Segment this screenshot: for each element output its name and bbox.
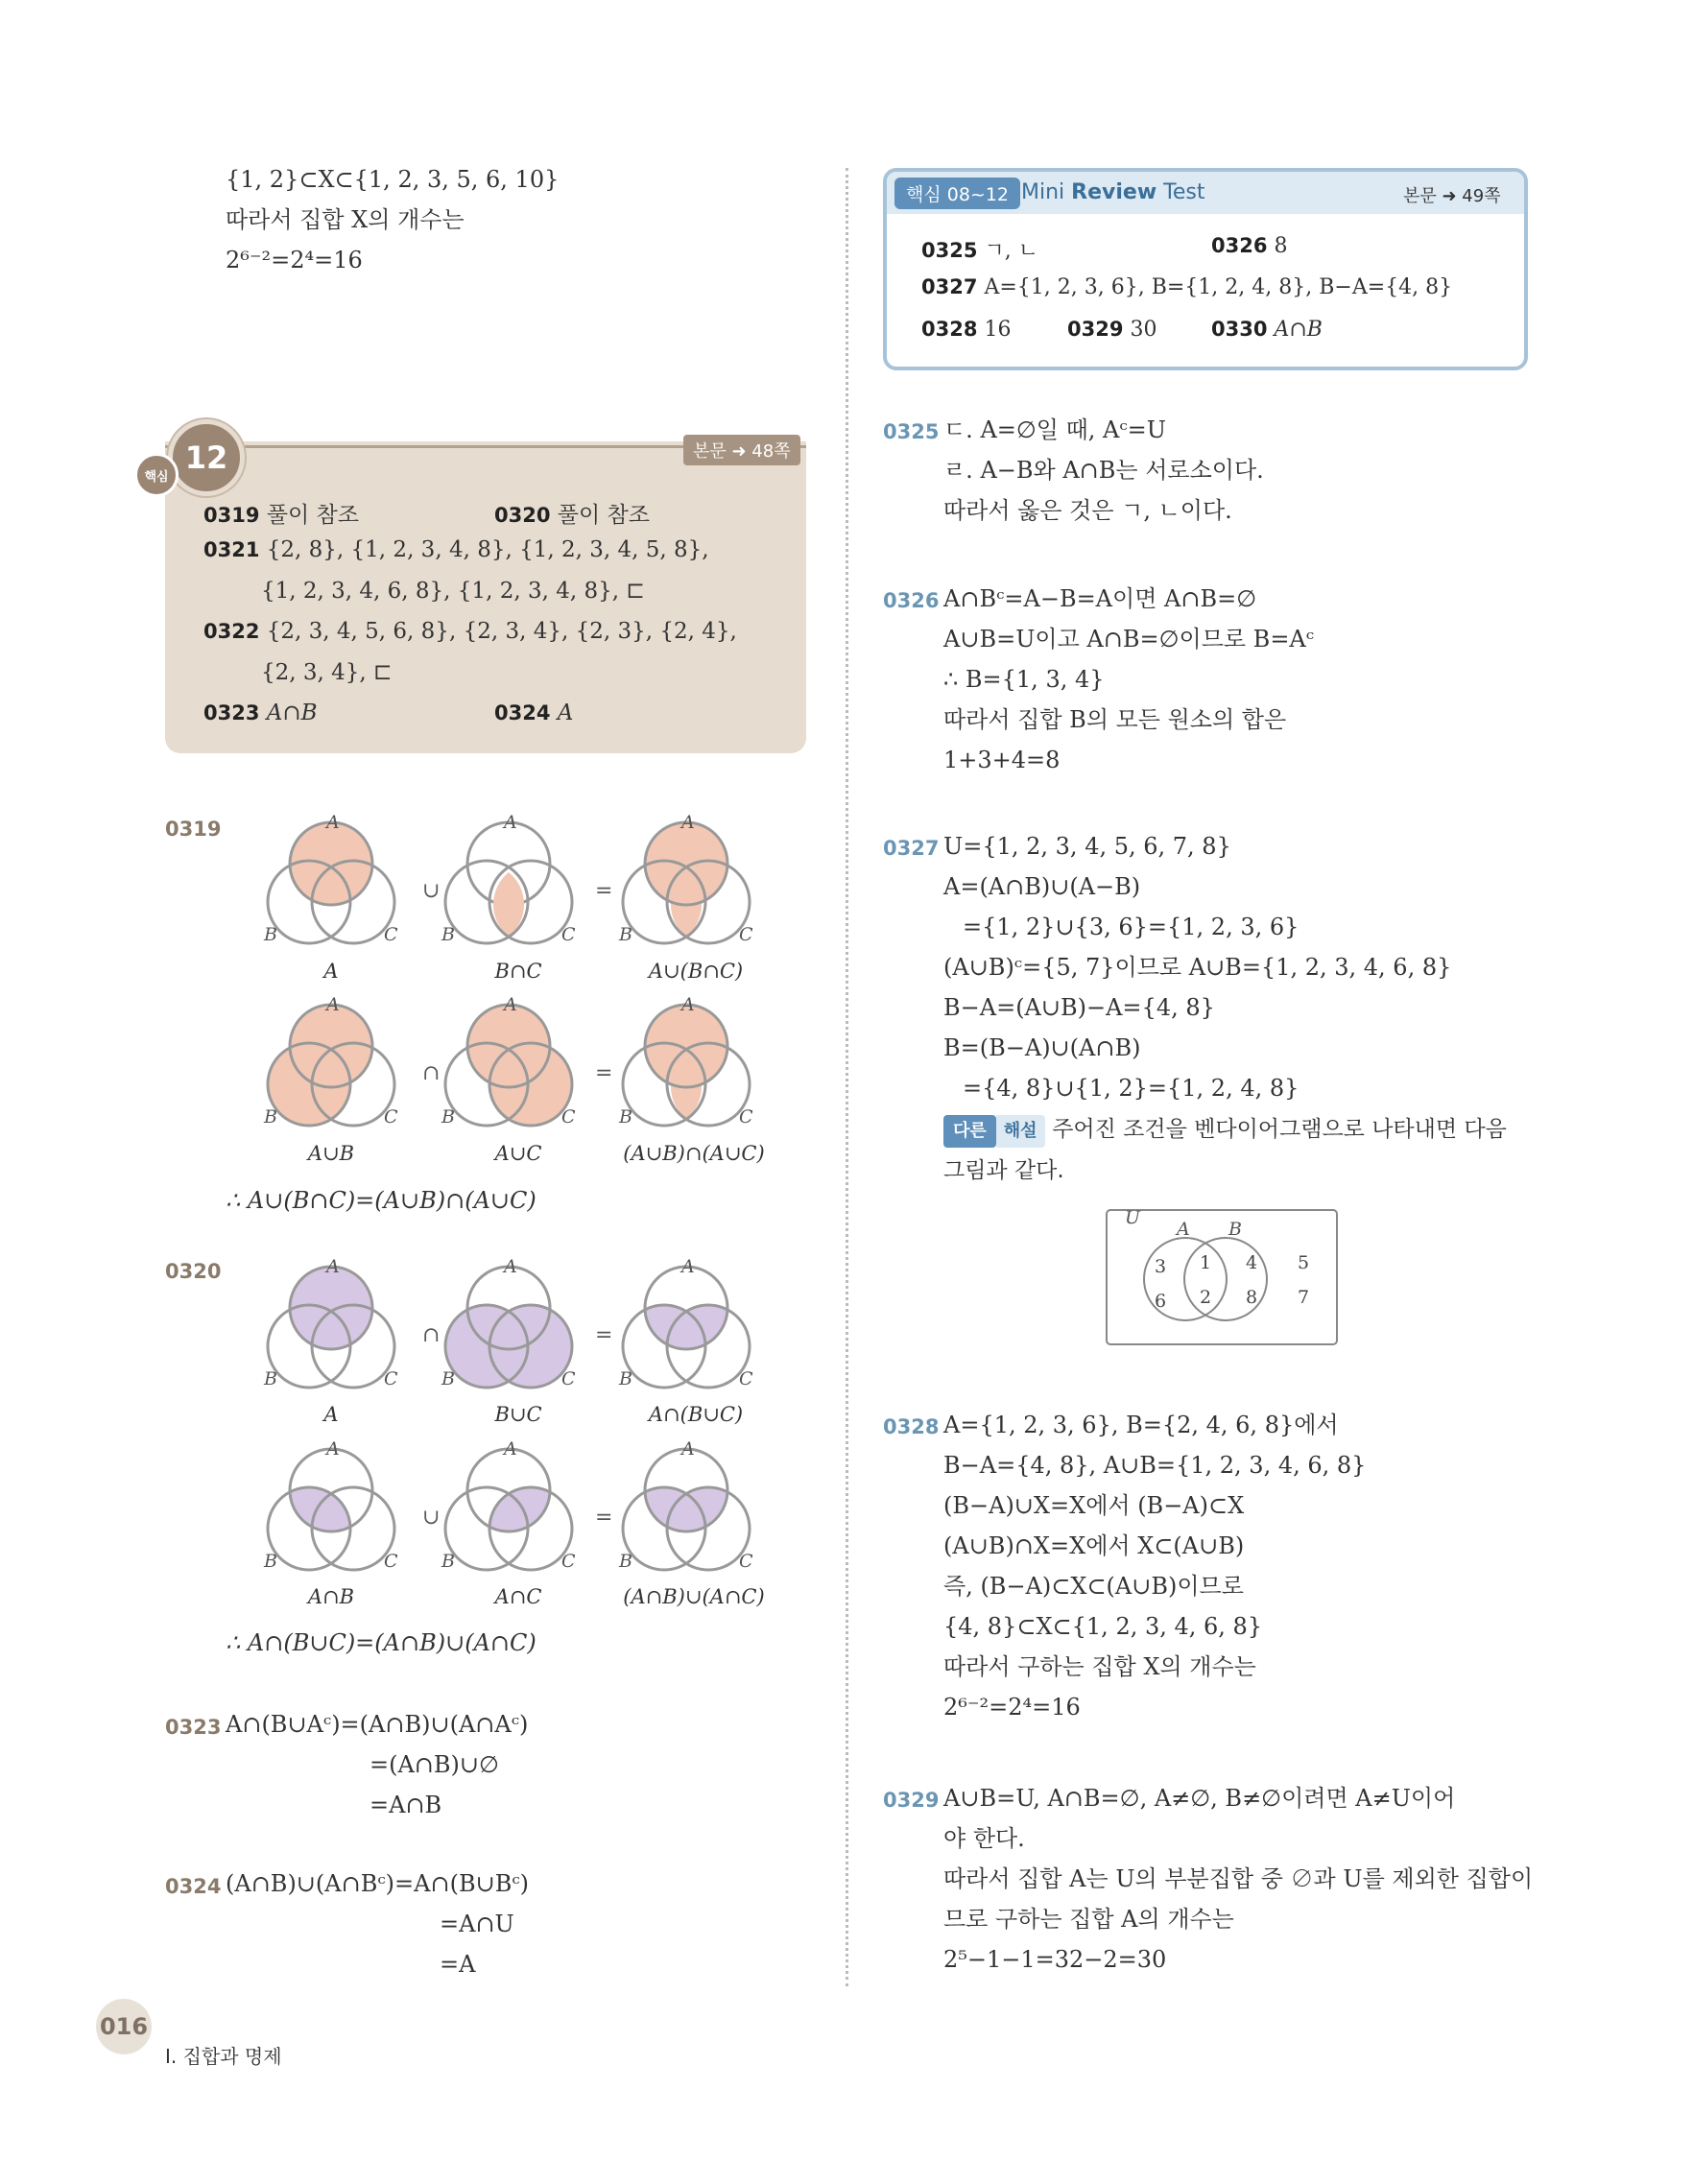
label-c: C <box>384 1551 398 1572</box>
chapter-title: I. 집합과 명제 <box>165 2045 282 2068</box>
label-a: A <box>681 1438 695 1460</box>
core12-row-0320 <box>494 497 650 529</box>
p0325-line-3: 따라서 옳은 것은 ㄱ, ㄴ이다. <box>943 497 1232 524</box>
p0329-line-2: 야 한다. <box>943 1825 1025 1852</box>
core12-row-text: A∩B <box>266 700 318 725</box>
venn-diagram-A-cup-B <box>263 994 398 1128</box>
p0328-line-7: 따라서 구하는 집합 X의 개수는 <box>943 1653 1256 1680</box>
label-b: B <box>619 1368 632 1389</box>
mini-row-num: 0330 <box>1211 318 1268 341</box>
p0328-line-1: A={1, 2, 3, 6}, B={2, 4, 6, 8}에서 <box>943 1412 1339 1438</box>
op-equals: = <box>595 1061 613 1085</box>
core12-row-text: {2, 8}, {1, 2, 3, 4, 8}, {1, 2, 3, 4, 5, 8}, <box>266 537 709 562</box>
venn-diagram-result-2 <box>618 994 753 1128</box>
mini-row-0330 <box>1211 318 1323 342</box>
p0329-line-5: 2⁵−1−1=32−2=30 <box>943 1946 1167 1973</box>
p0329-line-1: A∪B=U, A∩B=∅, A≠∅, B≠∅이려면 A≠U이어 <box>943 1785 1456 1812</box>
mini-row-0326 <box>1211 234 1287 258</box>
mini-review-header <box>887 172 1524 214</box>
label-b: B <box>441 1551 455 1572</box>
num-7: 7 <box>1298 1287 1310 1308</box>
core12-summary-box <box>165 441 806 753</box>
mini-review-title <box>1021 180 1204 204</box>
mini-review-box <box>883 168 1528 370</box>
mini-row-0325 <box>921 234 1038 264</box>
mini-row-0328 <box>921 318 1011 342</box>
label-b: B <box>264 924 277 945</box>
label-a: A <box>504 812 517 833</box>
p0327-line-3: ={1, 2}∪{3, 6}={1, 2, 3, 6} <box>963 914 1300 940</box>
op-intersect: ∩ <box>422 1061 441 1085</box>
core12-row-0319 <box>203 497 359 529</box>
venn-diagram-B-cup-C <box>441 1256 576 1389</box>
label-c: C <box>561 1551 576 1572</box>
p0326-line-1: A∩Bᶜ=A−B=A이면 A∩B=∅ <box>943 585 1257 612</box>
core12-row-num: 0320 <box>494 504 551 527</box>
alt-text: 주어진 조건을 벤다이어그램으로 나타내면 다음 <box>1052 1117 1507 1142</box>
venn-diagram-result-1 <box>618 812 753 945</box>
title-bold: Review <box>1071 180 1157 204</box>
label-a: A <box>681 994 695 1015</box>
mini-row-num: 0327 <box>921 275 978 298</box>
mini-review-tag: 핵심 08~12 <box>894 178 1020 209</box>
alt-solution-tag: 다른 <box>943 1115 996 1148</box>
label-c: C <box>561 924 576 945</box>
mini-row-0327 <box>921 275 1452 299</box>
venn-set-0320 <box>250 1255 787 1620</box>
mini-row-num: 0325 <box>921 239 978 262</box>
label-a: A <box>504 1256 517 1277</box>
label-b: B <box>264 1551 277 1572</box>
p0328-line-6: {4, 8}⊂X⊂{1, 2, 3, 4, 6, 8} <box>943 1613 1263 1640</box>
label-a: A <box>326 1438 340 1460</box>
core12-row-0323 <box>203 700 318 725</box>
problem-number-0329: 0329 <box>883 1789 940 1812</box>
core12-row-num: 0322 <box>203 620 260 643</box>
page-number: 016 <box>96 1999 152 2054</box>
caption-0319-1: A <box>323 960 339 983</box>
op-union: ∪ <box>422 879 441 903</box>
core12-row-0322 <box>203 619 737 644</box>
caption-0320-2: B∪C <box>494 1403 542 1426</box>
label-c: C <box>384 924 398 945</box>
num-3: 3 <box>1155 1256 1167 1277</box>
p0327-alt-line-2: 그림과 같다. <box>943 1158 1064 1183</box>
label-b: B <box>264 1106 277 1128</box>
label-b: B <box>619 1106 632 1128</box>
caption-0319-5: A∪C <box>494 1142 542 1165</box>
core12-number-badge: 12 <box>168 419 245 496</box>
mini-row-text: A={1, 2, 3, 6}, B={1, 2, 4, 8}, B−A={4, 8} <box>984 275 1453 299</box>
mini-row-text: 16 <box>984 318 1012 342</box>
top-left-line-1: {1, 2}⊂X⊂{1, 2, 3, 5, 6, 10} <box>226 166 560 193</box>
p0327-line-5: B−A=(A∪B)−A={4, 8} <box>943 994 1215 1021</box>
label-a: A <box>681 1256 695 1277</box>
label-b: B <box>1228 1219 1242 1240</box>
mini-row-0329 <box>1067 318 1156 342</box>
label-c: C <box>739 1551 753 1572</box>
caption-0319-6: (A∪B)∩(A∪C) <box>623 1142 765 1165</box>
mini-row-text: A∩B <box>1274 318 1323 342</box>
column-divider <box>846 168 848 1986</box>
venn-diagram-A-cap-C <box>441 1438 576 1572</box>
top-left-line-3: 2⁶⁻²=2⁴=16 <box>226 247 363 273</box>
problem-number-0319: 0319 <box>165 818 222 841</box>
label-c: C <box>384 1368 398 1389</box>
mini-row-text: ㄱ, ㄴ <box>984 239 1038 263</box>
op-equals: = <box>595 879 613 903</box>
p0327-line-2: A=(A∩B)∪(A−B) <box>943 873 1141 900</box>
p0327-line-7: ={4, 8}∪{1, 2}={1, 2, 4, 8} <box>963 1075 1300 1102</box>
op-equals: = <box>595 1323 613 1347</box>
op-union: ∪ <box>422 1506 441 1530</box>
num-5: 5 <box>1298 1252 1310 1273</box>
caption-0320-1: A <box>323 1403 339 1426</box>
venn-diagram-result-2 <box>618 1438 753 1572</box>
label-a: A <box>681 812 695 833</box>
venn-diagram-A-cap-B <box>263 1438 398 1572</box>
core12-row-text: {2, 3, 4, 5, 6, 8}, {2, 3, 4}, {2, 3}, {2, 4}, <box>266 619 737 644</box>
venn-diagram-A <box>263 1256 398 1389</box>
problem-number-0328: 0328 <box>883 1415 940 1438</box>
mini-review-ref-link[interactable]: 본문 ➜ 49쪽 <box>1403 186 1501 206</box>
caption-0319-3: A∪(B∩C) <box>648 960 744 983</box>
mini-row-num: 0329 <box>1067 318 1124 341</box>
core12-row-num: 0324 <box>494 701 551 724</box>
venn-set-0319 <box>250 811 787 1175</box>
p0323-line-3: =A∩B <box>370 1792 442 1818</box>
top-left-line-2: 따라서 집합 X의 개수는 <box>226 206 465 233</box>
p0323-line-2: =(A∩B)∪∅ <box>370 1751 499 1778</box>
label-a: A <box>326 994 340 1015</box>
label-b: B <box>441 1368 455 1389</box>
p0326-line-5: 1+3+4=8 <box>943 747 1061 773</box>
mini-row-text: 8 <box>1274 234 1288 258</box>
core12-row-0324 <box>494 700 573 725</box>
conclusion-0319: ∴ A∪(B∩C)=(A∪B)∩(A∪C) <box>226 1187 537 1214</box>
p0329-line-3: 따라서 집합 A는 U의 부분집합 중 ∅과 U를 제외한 집합이 <box>943 1865 1534 1892</box>
problem-number-0320: 0320 <box>165 1260 222 1283</box>
label-c: C <box>739 924 753 945</box>
op-intersect: ∩ <box>422 1323 441 1347</box>
core12-row-num: 0323 <box>203 701 260 724</box>
venn-diagram-A-cup-C <box>441 994 576 1128</box>
core12-row-text: {1, 2, 3, 4, 6, 8}, {1, 2, 3, 4, 8}, ⊏ <box>261 579 645 604</box>
p0327-line-6: B=(B−A)∪(A∩B) <box>943 1034 1141 1061</box>
label-c: C <box>739 1368 753 1389</box>
core12-tag: 핵심 <box>134 453 179 497</box>
label-c: C <box>561 1106 576 1128</box>
label-a: A <box>504 994 517 1015</box>
core12-row-text: {2, 3, 4}, ⊏ <box>261 660 393 685</box>
p0326-line-2: A∪B=U이고 A∩B=∅이므로 B=Aᶜ <box>943 626 1315 653</box>
label-a: A <box>326 812 340 833</box>
core12-ref-link[interactable]: 본문 ➜ 48쪽 <box>683 435 800 465</box>
op-equals: = <box>595 1506 613 1530</box>
mini-row-num: 0328 <box>921 318 978 341</box>
venn-0327 <box>1104 1207 1344 1349</box>
core12-row-text: 풀이 참조 <box>266 503 359 528</box>
label-b: B <box>441 924 455 945</box>
caption-0320-6: (A∩B)∪(A∩C) <box>623 1585 765 1608</box>
label-c: C <box>739 1106 753 1128</box>
venn-diagram-B-cap-C <box>441 812 576 945</box>
p0328-line-2: B−A={4, 8}, A∪B={1, 2, 3, 4, 6, 8} <box>943 1452 1367 1479</box>
venn-diagram-result-1 <box>618 1256 753 1389</box>
p0326-line-4: 따라서 집합 B의 모든 원소의 합은 <box>943 706 1287 733</box>
p0324-line-2: =A∩U <box>440 1911 514 1937</box>
core12-row-0321-cont <box>261 579 645 604</box>
label-b: B <box>441 1106 455 1128</box>
p0328-line-8: 2⁶⁻²=2⁴=16 <box>943 1694 1081 1721</box>
label-a: A <box>326 1256 340 1277</box>
p0327-line-1: U={1, 2, 3, 4, 5, 6, 7, 8} <box>943 833 1231 860</box>
problem-number-0323: 0323 <box>165 1716 222 1739</box>
conclusion-0320: ∴ A∩(B∪C)=(A∩B)∪(A∩C) <box>226 1629 537 1656</box>
venn-diagram-A <box>263 812 398 945</box>
label-a: A <box>1177 1219 1190 1240</box>
num-6: 6 <box>1155 1291 1167 1312</box>
problem-number-0326: 0326 <box>883 589 940 612</box>
caption-0319-4: A∪B <box>307 1142 355 1165</box>
num-2: 2 <box>1200 1287 1212 1308</box>
label-b: B <box>264 1368 277 1389</box>
core12-row-text: 풀이 참조 <box>557 503 650 528</box>
num-8: 8 <box>1246 1287 1258 1308</box>
num-4: 4 <box>1246 1252 1258 1273</box>
label-b: B <box>619 924 632 945</box>
p0328-line-5: 즉, (B−A)⊂X⊂(A∪B)이므로 <box>943 1573 1244 1600</box>
label-b: B <box>619 1551 632 1572</box>
core12-row-0321 <box>203 537 709 562</box>
mini-row-num: 0326 <box>1211 234 1268 257</box>
universal-box <box>1107 1210 1337 1344</box>
label-c: C <box>384 1106 398 1128</box>
p0323-line-1: A∩(B∪Aᶜ)=(A∩B)∪(A∩Aᶜ) <box>226 1711 529 1738</box>
p0328-line-4: (A∪B)∩X=X에서 X⊂(A∪B) <box>943 1532 1245 1559</box>
p0325-line-2: ㄹ. A−B와 A∩B는 서로소이다. <box>943 457 1264 484</box>
caption-0319-2: B∩C <box>494 960 542 983</box>
p0325-line-1: ㄷ. A=∅일 때, Aᶜ=U <box>943 416 1167 443</box>
p0327-line-4: (A∪B)ᶜ={5, 7}이므로 A∪B={1, 2, 3, 4, 6, 8} <box>943 954 1452 981</box>
alt-solution-tag-2: 해설 <box>996 1115 1045 1148</box>
label-a: A <box>504 1438 517 1460</box>
core12-row-num: 0321 <box>203 538 260 561</box>
core12-row-num: 0319 <box>203 504 260 527</box>
mini-row-text: 30 <box>1130 318 1157 342</box>
problem-number-0327: 0327 <box>883 837 940 860</box>
title-end: Test <box>1156 180 1205 204</box>
core12-row-text: A <box>557 700 574 725</box>
num-1: 1 <box>1200 1252 1212 1273</box>
label-c: C <box>561 1368 576 1389</box>
problem-number-0325: 0325 <box>883 420 940 443</box>
p0329-line-4: 므로 구하는 집합 A의 개수는 <box>943 1906 1234 1933</box>
p0324-line-3: =A <box>440 1951 476 1978</box>
p0328-line-3: (B−A)∪X=X에서 (B−A)⊂X <box>943 1492 1245 1519</box>
core12-row-0322-cont <box>261 660 393 685</box>
title-plain: Mini <box>1021 180 1072 204</box>
p0327-alt-line-1 <box>943 1114 1507 1148</box>
p0324-line-1: (A∩B)∪(A∩Bᶜ)=A∩(B∪Bᶜ) <box>226 1870 529 1897</box>
label-u: U <box>1125 1207 1141 1228</box>
problem-number-0324: 0324 <box>165 1875 222 1898</box>
caption-0320-4: A∩B <box>307 1585 355 1608</box>
p0326-line-3: ∴ B={1, 3, 4} <box>943 666 1105 693</box>
caption-0320-5: A∩C <box>494 1585 542 1608</box>
caption-0320-3: A∩(B∪C) <box>648 1403 744 1426</box>
